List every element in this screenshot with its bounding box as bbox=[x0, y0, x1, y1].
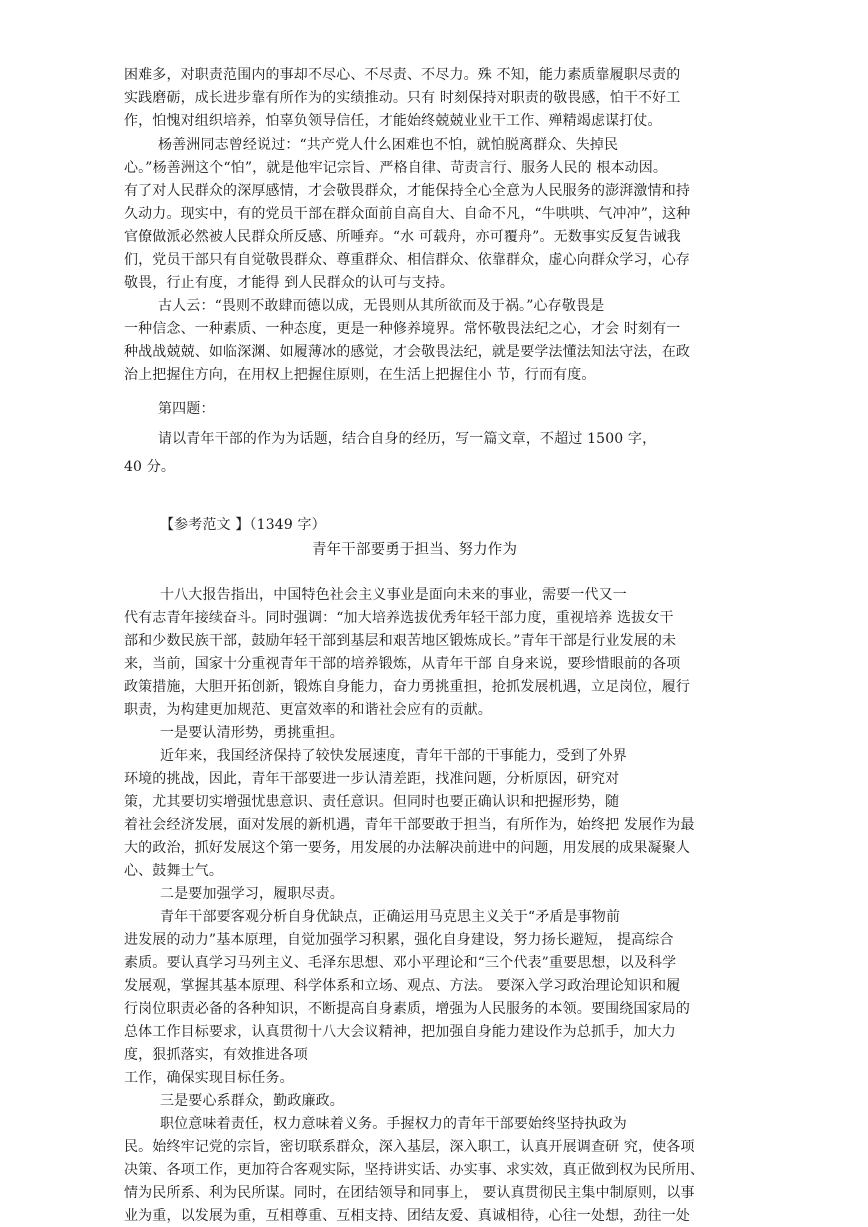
essay-title: 青年干部要勇于担当、努力作为 bbox=[312, 542, 518, 558]
text-line: 部和少数民族干部，鼓励年轻干部到基层和艰苦地区锻炼成长。”青年干部是行业发展的未 bbox=[124, 633, 677, 649]
text-line: 职位意味着责任，权力意味着义务。手握权力的青年干部要始终坚持执政为 bbox=[160, 1116, 627, 1132]
text-line: 环境的挑战，因此，青年干部要进一步认清差距，找准问题，分析原因，研究对 bbox=[124, 771, 620, 787]
text-line: 一种信念、一种素质、一种态度，更是一种修养境界。常怀敬畏法纪之心，才会 时刻有一 bbox=[124, 321, 681, 337]
text-line: 进发展的动力”基本原理，自觉加强学习积累，强化自身建设，努力扬长避短， 提高综合 bbox=[124, 932, 674, 948]
text-line: 策，尤其要切实增强忧患意识、责任意识。但同时也要正确认识和把握形势，随 bbox=[124, 794, 620, 810]
text-line: 实践磨砺，成长进步靠有所作为的实绩推动。只有 时刻保持对职责的敬畏感，怕干不好工 bbox=[124, 90, 681, 106]
text-line: 代有志青年接续奋斗。同时强调：“加大培养选拔优秀年轻干部力度，重视培养 选拔女干 bbox=[124, 610, 674, 626]
text-line: 决策、各项工作，更加符合客观实际，坚持讲实话、办实事、求实效，真正做到权为民所用、 bbox=[124, 1162, 705, 1178]
reference-label: 【参考范文 】（1349 字） bbox=[160, 517, 326, 533]
text-line: 总体工作目标要求，认真贯彻十八大会议精神，把加强自身能力建设作为总抓手，加大力 bbox=[124, 1024, 676, 1040]
question-heading: 第四题： bbox=[158, 401, 215, 417]
text-line: 作，怕愧对组织培养，怕辜负领导信任，才能始终兢兢业业干工作、殚精竭虑谋打仗。 bbox=[124, 113, 662, 129]
text-line: 们，党员干部只有自觉敬畏群众、尊重群众、相信群众、依靠群众，虚心向群众学习，心存 bbox=[124, 252, 690, 268]
text-line: 工作，确保实现目标任务。 bbox=[124, 1070, 294, 1086]
section-heading: 一是要认清形势，勇挑重担。 bbox=[160, 725, 344, 741]
text-line: 官僚做派必然被人民群众所反感、所唾弃。“水 可载舟，亦可覆舟”。无数事实反复告诫我 bbox=[124, 229, 681, 245]
text-line: 职责，为构建更加规范、更富效率的和谐社会应有的贡献。 bbox=[124, 702, 492, 718]
text-line: 困难多，对职责范围内的事却不尽心、不尽责、不尽力。殊 不知，能力素质靠履职尽责的 bbox=[124, 67, 681, 83]
text-line: 久动力。现实中，有的党员干部在群众面前自高自大、自命不凡，“牛哄哄、气冲冲”，这种 bbox=[124, 206, 691, 222]
text-line: 行岗位职责必备的各种知识，不断提高自身素质，增强为人民服务的本领。要围绕国家局的 bbox=[124, 1001, 690, 1017]
text-line: 敬畏，行止有度，才能得 到人民群众的认可与支持。 bbox=[124, 275, 455, 291]
text-line: 素质。要认真学习马列主义、毛泽东思想、邓小平理论和“三个代表”重要思想，以及科学 bbox=[124, 955, 677, 971]
text-line: 有了对人民群众的深厚感情，才会敬畏群众，才能保持全心全意为人民服务的澎湃激情和持 bbox=[124, 183, 690, 199]
text-line: 来，当前，国家十分重视青年干部的培养锻炼，从青年干部 自身来说，要珍惜眼前的各项 bbox=[124, 656, 681, 672]
text-line: 大的政治，抓好发展这个第一要务，用发展的办法解决前进中的问题，用发展的成果凝聚人 bbox=[124, 840, 690, 856]
text-line: 情为民所系、利为民所谋。同时，在团结领导和同事上， 要认真贯彻民主集中制原则，以事 bbox=[124, 1185, 695, 1201]
text-line: 心。”杨善洲这个“怕”，就是他牢记宗旨、严格自律、苛责言行、服务人民的 根本动因。 bbox=[124, 160, 668, 176]
section-heading: 三是要心系群众，勤政廉政。 bbox=[160, 1093, 344, 1109]
text-line: 古人云：“畏则不敢肆而德以成，无畏则从其所欲而及于祸。”心存敬畏是 bbox=[158, 298, 605, 314]
text-line: 治上把握住方向，在用权上把握住原则，在生活上把握住小 节，行而有度。 bbox=[124, 367, 596, 383]
text-line: 发展观，掌握其基本原理、科学体系和立场、观点、方法。 要深入学习政治理论知识和履 bbox=[124, 978, 681, 994]
question-text: 请以青年干部的作为为话题，结合自身的经历，写一篇文章，不超过 1500 字， bbox=[158, 431, 657, 447]
text-line: 着社会经济发展，面对发展的新机遇，青年干部要敢于担当，有所作为，始终把 发展作为最 bbox=[124, 817, 695, 833]
text-line: 民。始终牢记党的宗旨，密切联系群众，深入基层，深入职工，认真开展调查研 究，使各项 bbox=[124, 1139, 695, 1155]
section-heading: 二是要加强学习，履职尽责。 bbox=[160, 886, 344, 902]
question-score: 40 分。 bbox=[124, 459, 176, 475]
text-line: 十八大报告指出，中国特色社会主义事业是面向未来的事业，需要一代又一 bbox=[160, 587, 627, 603]
text-line: 杨善洲同志曾经说过：“共产党人什么困难也不怕，就怕脱离群众、失掉民 bbox=[158, 137, 619, 153]
text-line: 业为重，以发展为重，互相尊重、互相支持、团结友爱、真诚相待，心往一处想，劲往一处 bbox=[124, 1208, 690, 1224]
text-line: 近年来，我国经济保持了较快发展速度，青年干部的干事能力，受到了外界 bbox=[160, 748, 627, 764]
text-line: 度，狠抓落实，有效推进各项 bbox=[124, 1047, 308, 1063]
text-line: 政策措施，大胆开拓创新，锻炼自身能力，奋力勇挑重担，抢抓发展机遇，立足岗位，履行 bbox=[124, 679, 690, 695]
text-line: 种战战兢兢、如临深渊、如履薄冰的感觉，才会敬畏法纪，就是要学法懂法知法守法，在政 bbox=[124, 344, 690, 360]
text-line: 心、鼓舞士气。 bbox=[124, 863, 224, 879]
text-line: 青年干部要客观分析自身优缺点，正确运用马克思主义关于“矛盾是事物前 bbox=[160, 909, 621, 925]
